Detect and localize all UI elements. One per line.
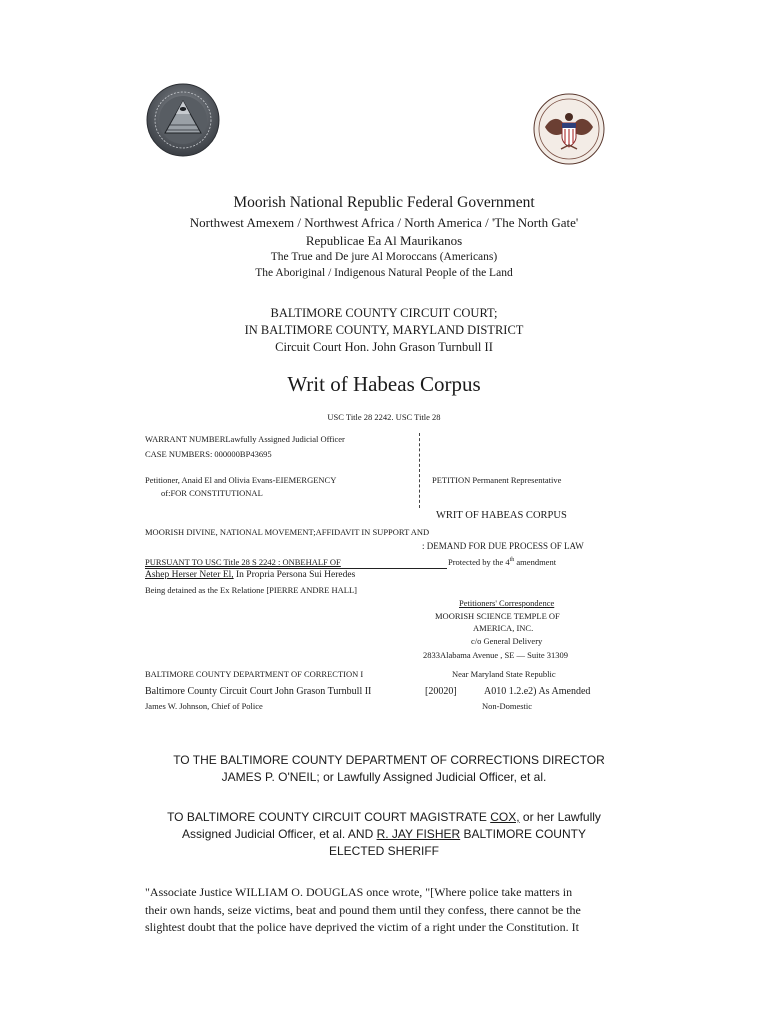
quote-line-1: "Associate Justice WILLIAM O. DOUGLAS once wrote, "[Where police take matters in: [145, 885, 573, 899]
caption-divider: [419, 433, 420, 508]
protected-end: amendment: [514, 557, 557, 567]
header-line-4: The True and De jure Al Moroccans (Americans): [270, 251, 498, 263]
mailing-address: 2833Alabama Avenue , SE — Suite 31309: [423, 650, 569, 660]
government-title: Moorish National Republic Federal Government: [233, 194, 535, 211]
temple-line-2: AMERICA, INC.: [473, 623, 534, 633]
pursuant-text: PURSUANT TO USC Title 28 S 2242 : ONBEHALF OF: [145, 557, 341, 567]
header-line-3: Republicae Ea Al Maurikanos: [305, 233, 463, 248]
magistrate-suffix: or her Lawfully: [519, 810, 601, 824]
address-line-1: TO THE BALTIMORE COUNTY DEPARTMENT OF CORRECTIONS DIRECTOR: [173, 753, 605, 767]
circuit-court-line: Baltimore County Circuit Court John Grason Turnbull II: [145, 686, 372, 697]
court-line-3: Circuit Court Hon. John Grason Turnbull II: [275, 340, 493, 354]
ashep-name: Ashep Herser Neter El,: [145, 570, 234, 580]
ashep-rest: In Propria Persona Sui Heredes: [233, 570, 356, 580]
address-line-5: ELECTED SHERIFF: [328, 844, 439, 858]
address-line-4: [0, 827, 768, 841]
petitioner-line-1: Petitioner, Anaid El and Olivia Evans-EIEMERGENCY: [145, 475, 337, 485]
document-title: Writ of Habeas Corpus: [287, 372, 481, 396]
moorish-movement-line: MOORISH DIVINE, NATIONAL MOVEMENT;AFFIDAVIT IN SUPPORT AND: [145, 527, 430, 537]
temple-line-1: MOORISH SCIENCE TEMPLE OF: [435, 611, 560, 621]
case-numbers: CASE NUMBERS: 000000BP43695: [145, 449, 272, 459]
magistrate-prefix: TO BALTIMORE COUNTY CIRCUIT COURT MAGISTRATE: [167, 810, 491, 824]
protected-line: [448, 557, 556, 567]
pursuant-line: [145, 557, 447, 569]
petition-representative: PETITION Permanent Representative: [432, 475, 562, 485]
ashep-line: [145, 570, 355, 580]
magistrate-name: COX,: [490, 810, 520, 824]
protected-text: Protected by the 4: [448, 557, 510, 567]
court-line-2: IN BALTIMORE COUNTY, MARYLAND DISTRICT: [244, 323, 524, 337]
sheriff-name: R. JAY FISHER: [376, 827, 461, 841]
writ-heading: WRIT OF HABEAS CORPUS: [436, 510, 567, 521]
due-process-line: : DEMAND FOR DUE PROCESS OF LAW: [422, 541, 584, 551]
address-line-2: JAMES P. O'NEIL; or Lawfully Assigned Judicial Officer, et al.: [221, 770, 547, 784]
sheriff-prefix: Assigned Judicial Officer, et al. AND: [182, 827, 377, 841]
detained-line: Being detained as the Ex Relatione [PIERRE ANDRE HALL]: [145, 585, 357, 595]
protected-sup: th: [509, 557, 515, 564]
department-line: BALTIMORE COUNTY DEPARTMENT OF CORRECTION I: [145, 669, 364, 679]
correspondence-heading: [459, 598, 554, 608]
correspondence-text: Petitioners' Correspondence: [459, 598, 555, 608]
chief-line: James W. Johnson, Chief of Police: [145, 701, 263, 711]
sheriff-suffix: BALTIMORE COUNTY: [460, 827, 586, 841]
non-domestic: Non-Domestic: [482, 701, 533, 711]
court-line-1: BALTIMORE COUNTY CIRCUIT COURT;: [270, 306, 498, 320]
usc-line: USC Title 28 2242. USC Title 28: [327, 412, 441, 422]
quote-line-2: their own hands, seize victims, beat and pound them until they confess, there cannot be the: [145, 903, 581, 917]
header-line-5: The Aboriginal / Indigenous Natural People of the Land: [255, 267, 513, 279]
near-maryland: Near Maryland State Republic: [452, 669, 556, 679]
header-line-2: Northwest Amexem / Northwest Africa / North America / 'The North Gate': [189, 215, 579, 230]
petitioner-line-2: of:FOR CONSTITUTIONAL: [161, 488, 263, 498]
eagle-seal-logo: [533, 93, 605, 165]
address-line-3: [0, 810, 768, 824]
quote-line-3: slightest doubt that the police have deprived the victim of a right under the Constitution. It: [145, 920, 579, 934]
amended-line: A010 1.2.e2) As Amended: [484, 686, 591, 697]
code-number: [20020]: [425, 686, 457, 697]
warrant-number: WARRANT NUMBERLawfully Assigned Judicial Officer: [145, 434, 345, 444]
moorish-seal-logo: [146, 83, 220, 157]
general-delivery: c/o General Delivery: [471, 636, 543, 646]
